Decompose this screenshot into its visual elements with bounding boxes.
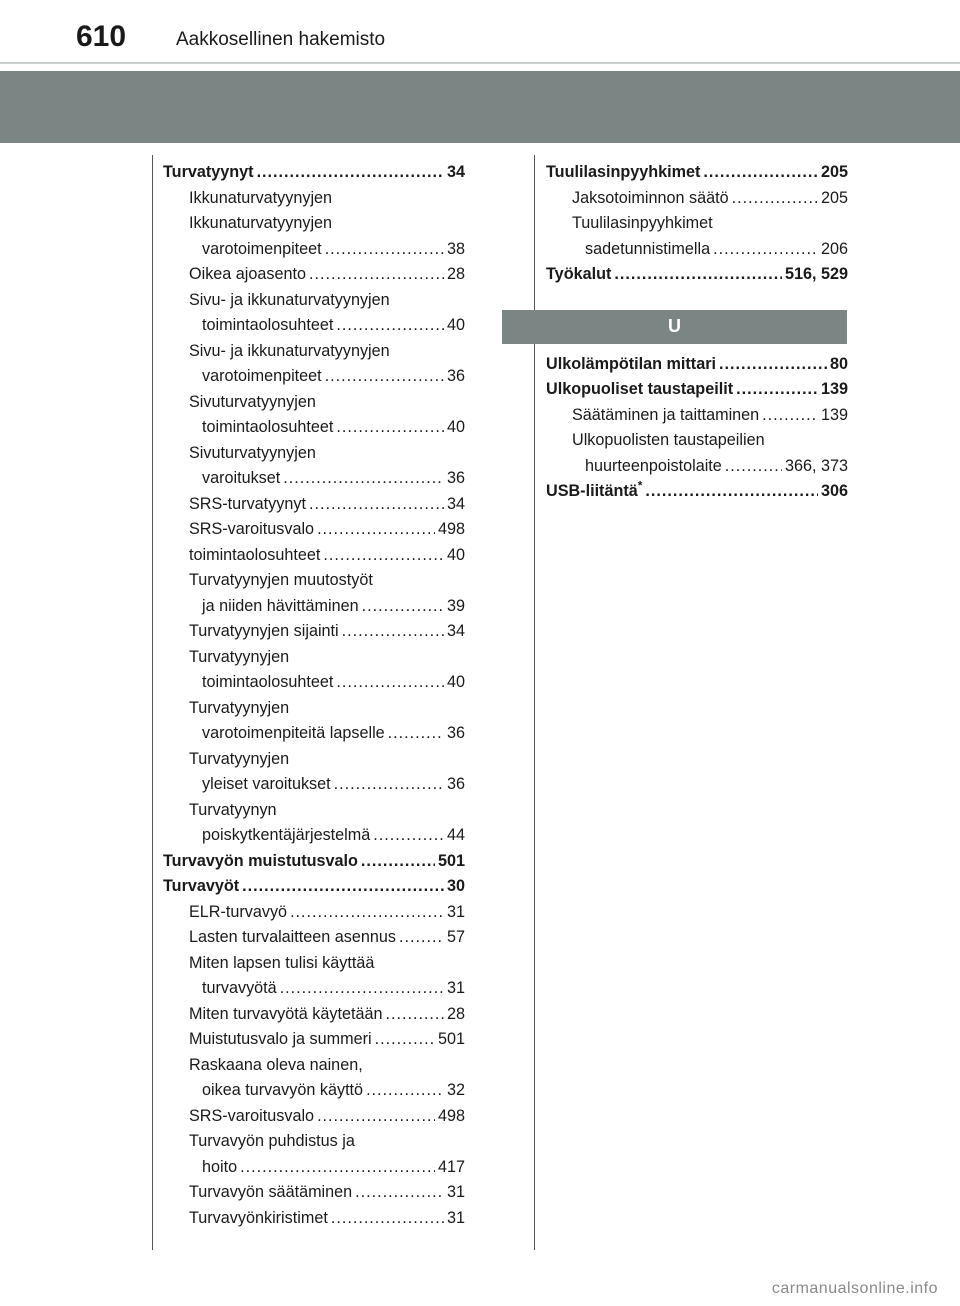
- header-divider: [0, 62, 960, 64]
- index-subentry: Turvatyynyjen sijainti ..... 34: [163, 619, 465, 645]
- index-subentry: SRS-turvatyynyt ..... 34: [163, 492, 465, 518]
- footer-watermark: carmanualsonline.info: [771, 1280, 938, 1297]
- index-entry: Turvatyynyt ..... 34: [163, 160, 465, 186]
- index-subentry: varotoimenpiteet ..... 38: [163, 237, 465, 263]
- index-subentry: Miten turvavyötä käytetään ..... 28: [163, 1002, 465, 1028]
- index-subentry: Ikkunaturvatyynyjen: [189, 214, 333, 232]
- index-subentry: Turvavyönkiristimet ..... 31: [163, 1206, 465, 1232]
- index-subentry: Turvatyynyjen: [189, 749, 290, 768]
- index-subentry: Miten lapsen tulisi käyttää: [189, 953, 375, 972]
- index-subentry: varoitukset ..... 36: [163, 466, 465, 492]
- index-subentry: Turvatyynyn: [189, 800, 277, 819]
- index-subentry: Sivu- ja ikkunaturvatyynyjen: [189, 290, 390, 309]
- index-subentry: hoito ..... 417: [163, 1155, 465, 1181]
- index-subentry: Lasten turvalaitteen asennus ..... 57: [163, 925, 465, 951]
- index-subentry: Turvatyynyjen: [189, 647, 290, 666]
- index-subentry: Sivu- ja ikkunaturvatyynyjen: [189, 341, 390, 360]
- index-subentry: Tuulilasinpyyhkimet: [572, 214, 713, 232]
- index-subentry: Oikea ajoasento ..... 28: [163, 262, 465, 288]
- index-subentry: ELR-turvavyö ..... 31: [163, 900, 465, 926]
- index-entry: Turvavyöt ..... 30: [163, 874, 465, 900]
- index-subentry: Turvatyynyjen muutostyöt: [189, 571, 373, 589]
- index-subentry: toimintaolosuhteet ..... 40: [163, 543, 465, 569]
- index-column-2: [546, 160, 848, 505]
- index-column-1: [163, 160, 465, 1231]
- index-entry: Ulkolämpötilan mittari ..... 80: [546, 352, 848, 378]
- index-subentry: Ulkopuolisten taustapeilien: [572, 431, 765, 449]
- index-entry: Tuulilasinpyyhkimet ..... 205: [546, 160, 848, 186]
- index-subentry: Sivuturvatyynyjen: [189, 392, 316, 411]
- index-subentry: ja niiden hävittäminen ..... 39: [163, 594, 465, 620]
- index-entry: Ulkopuoliset taustapeilit ..... 139: [546, 377, 848, 403]
- index-subentry: turvavyötä ..... 31: [163, 976, 465, 1002]
- index-subentry: toimintaolosuhteet ..... 40: [163, 415, 465, 441]
- column-rule-left: [152, 155, 153, 1250]
- index-subentry: SRS-varoitusvalo ..... 498: [163, 1104, 465, 1130]
- index-subentry: Muistutusvalo ja summeri ..... 501: [163, 1027, 465, 1053]
- index-subentry: Sivuturvatyynyjen: [189, 443, 316, 462]
- index-subentry: Turvavyön säätäminen ..... 31: [163, 1180, 465, 1206]
- footnote-star: *: [637, 478, 643, 493]
- index-subentry: oikea turvavyön käyttö ..... 32: [163, 1078, 465, 1104]
- index-subentry: Säätäminen ja taittaminen ..... 139: [546, 403, 848, 429]
- index-subentry: Turvatyynyjen: [189, 698, 290, 717]
- index-subentry: Ikkunaturvatyynyjen: [189, 188, 333, 207]
- index-entry: Työkalut ..... 516, 529: [546, 262, 848, 288]
- page-title: Aakkosellinen hakemisto: [176, 29, 386, 50]
- index-subentry: toimintaolosuhteet ..... 40: [163, 670, 465, 696]
- index-subentry: Turvavyön puhdistus ja: [189, 1132, 355, 1150]
- index-subentry: Jaksotoiminnon säätö ..... 205: [546, 186, 848, 212]
- index-subentry: sadetunnistimella ..... 206: [546, 237, 848, 263]
- section-heading-u: U: [502, 310, 847, 344]
- index-subentry: poiskytkentäjärjestelmä ..... 44: [163, 823, 465, 849]
- header-band: [0, 71, 960, 143]
- index-entry: USB-liitäntä* ..... 306: [546, 479, 848, 505]
- index-subentry: Raskaana oleva nainen,: [189, 1055, 363, 1074]
- index-subentry: SRS-varoitusvalo ..... 498: [163, 517, 465, 543]
- index-subentry: yleiset varoitukset ..... 36: [163, 772, 465, 798]
- index-subentry: toimintaolosuhteet ..... 40: [163, 313, 465, 339]
- index-subentry: huurteenpoistolaite ..... 366, 373: [546, 454, 848, 480]
- index-subentry: varotoimenpiteitä lapselle ..... 36: [163, 721, 465, 747]
- index-entry: Turvavyön muistutusvalo ..... 501: [163, 849, 465, 875]
- index-subentry: varotoimenpiteet ..... 36: [163, 364, 465, 390]
- page-number: 610: [76, 20, 127, 53]
